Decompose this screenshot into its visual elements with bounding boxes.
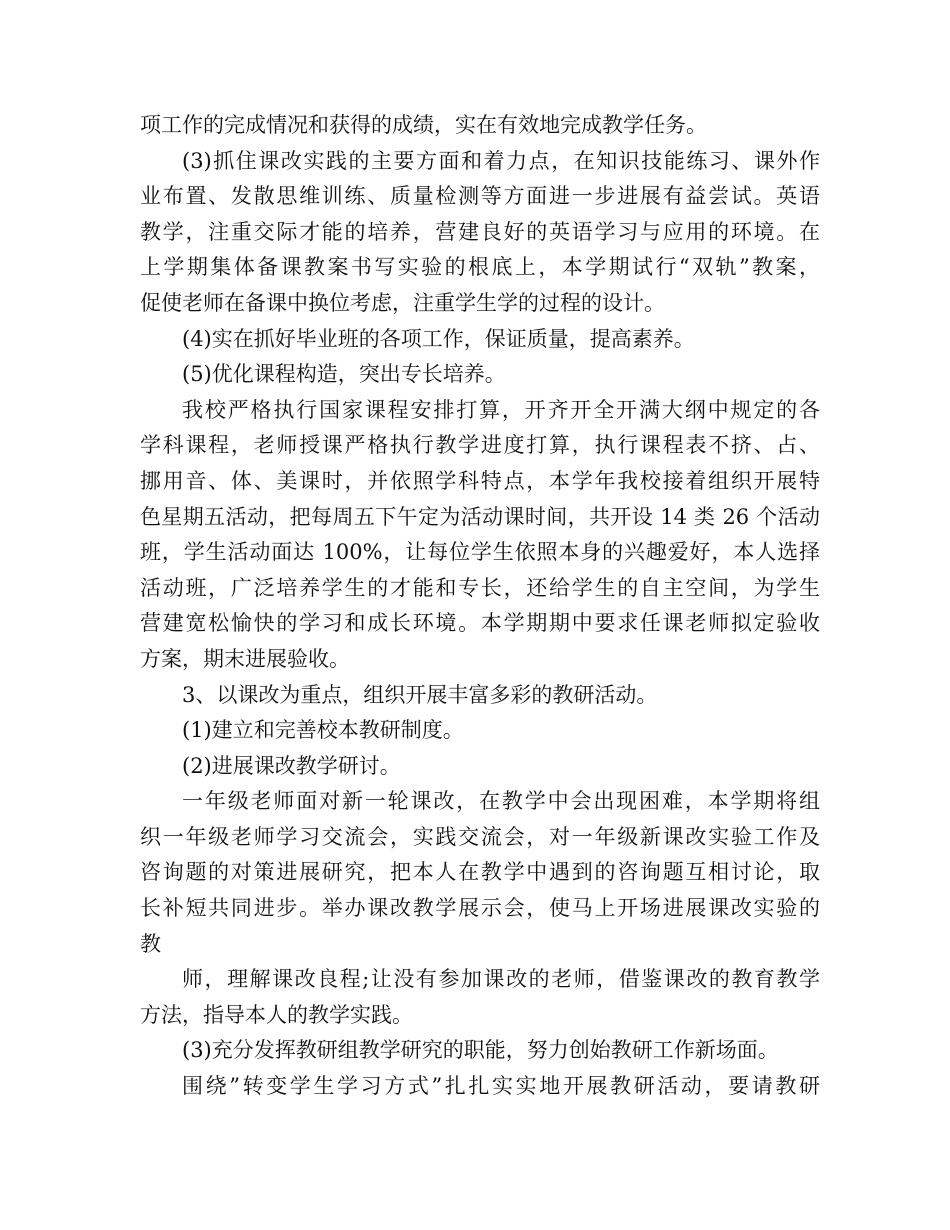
text-line: 一年级老师面对新一轮课改，在教学中会出现困难，本学期将组 <box>182 789 820 814</box>
text-line: 挪用音、体、美课时，并依照学科特点，本学年我校接着组织开展特 <box>140 468 820 493</box>
text-line: 织一年级老师学习交流会，实践交流会，对一年级新课改实验工作及 <box>140 824 820 849</box>
text-line: 活动班，广泛培养学生的才能和专长，还给学生的自主空间，为学生 <box>140 575 820 600</box>
text-line: 我校严格执行国家课程安排打算，开齐开全开满大纲中规定的各 <box>182 397 820 422</box>
text-line: 项工作的完成情况和获得的成绩，实在有效地完成教学任务。 <box>140 113 707 137</box>
text-line: 上学期集体备课教案书写实验的根底上，本学期试行“双轨”教案， <box>140 255 820 280</box>
text-line: 3、以课改为重点，组织开展丰富多彩的教研活动。 <box>182 682 658 707</box>
text-line: 师，理解课改良程;让没有参加课改的老师，借鉴课改的教育教学 <box>182 967 820 992</box>
text-line: (2)进展课改教学研讨。 <box>182 753 401 778</box>
text-line: (1)建立和完善校本教研制度。 <box>182 718 464 743</box>
text-line: 方法，指导本人的教学实践。 <box>140 1002 413 1027</box>
text-line: 促使老师在备课中换位考虑，注重学生学的过程的设计。 <box>140 290 665 315</box>
text-line: (5)优化课程构造，突出专长培养。 <box>182 362 506 387</box>
text-line: 色星期五活动，把每周五下午定为活动课时间，共开设 14 类 26 个活动 <box>140 504 820 529</box>
text-line: (3)抓住课改实践的主要方面和着力点，在知识技能练习、课外作 <box>182 148 820 173</box>
text-line: 教学，注重交际才能的培养，营建良好的英语学习与应用的环境。在 <box>140 219 820 244</box>
text-line: (3)充分发挥教研组教学研究的职能，努力创始教研工作新场面。 <box>182 1038 779 1063</box>
text-line: 学科课程，老师授课严格执行教学进度打算，执行课程表不挤、占、 <box>140 433 820 458</box>
text-line: (4)实在抓好毕业班的各项工作，保证质量，提高素养。 <box>182 326 695 351</box>
document-body <box>140 108 820 1105</box>
text-line: 长补短共同进步。举办课改教学展示会，使马上开场进展课改实验的 <box>140 896 820 921</box>
text-line: 业布置、发散思维训练、质量检测等方面进一步进展有益尝试。英语 <box>140 184 820 209</box>
text-line: 班，学生活动面达 100%，让每位学生依照本身的兴趣爱好，本人选择 <box>140 540 820 565</box>
text-line: 教 <box>140 931 161 956</box>
text-line: 营建宽松愉快的学习和成长环境。本学期期中要求任课老师拟定验收 <box>140 611 820 636</box>
text-line: 围绕”转变学生学习方式”扎扎实实地开展教研活动，要请教研 <box>182 1074 820 1099</box>
text-line: 方案，期末进展验收。 <box>140 646 350 671</box>
text-line: 咨询题的对策进展研究，把本人在教学中遇到的咨询题互相讨论，取 <box>140 860 820 885</box>
